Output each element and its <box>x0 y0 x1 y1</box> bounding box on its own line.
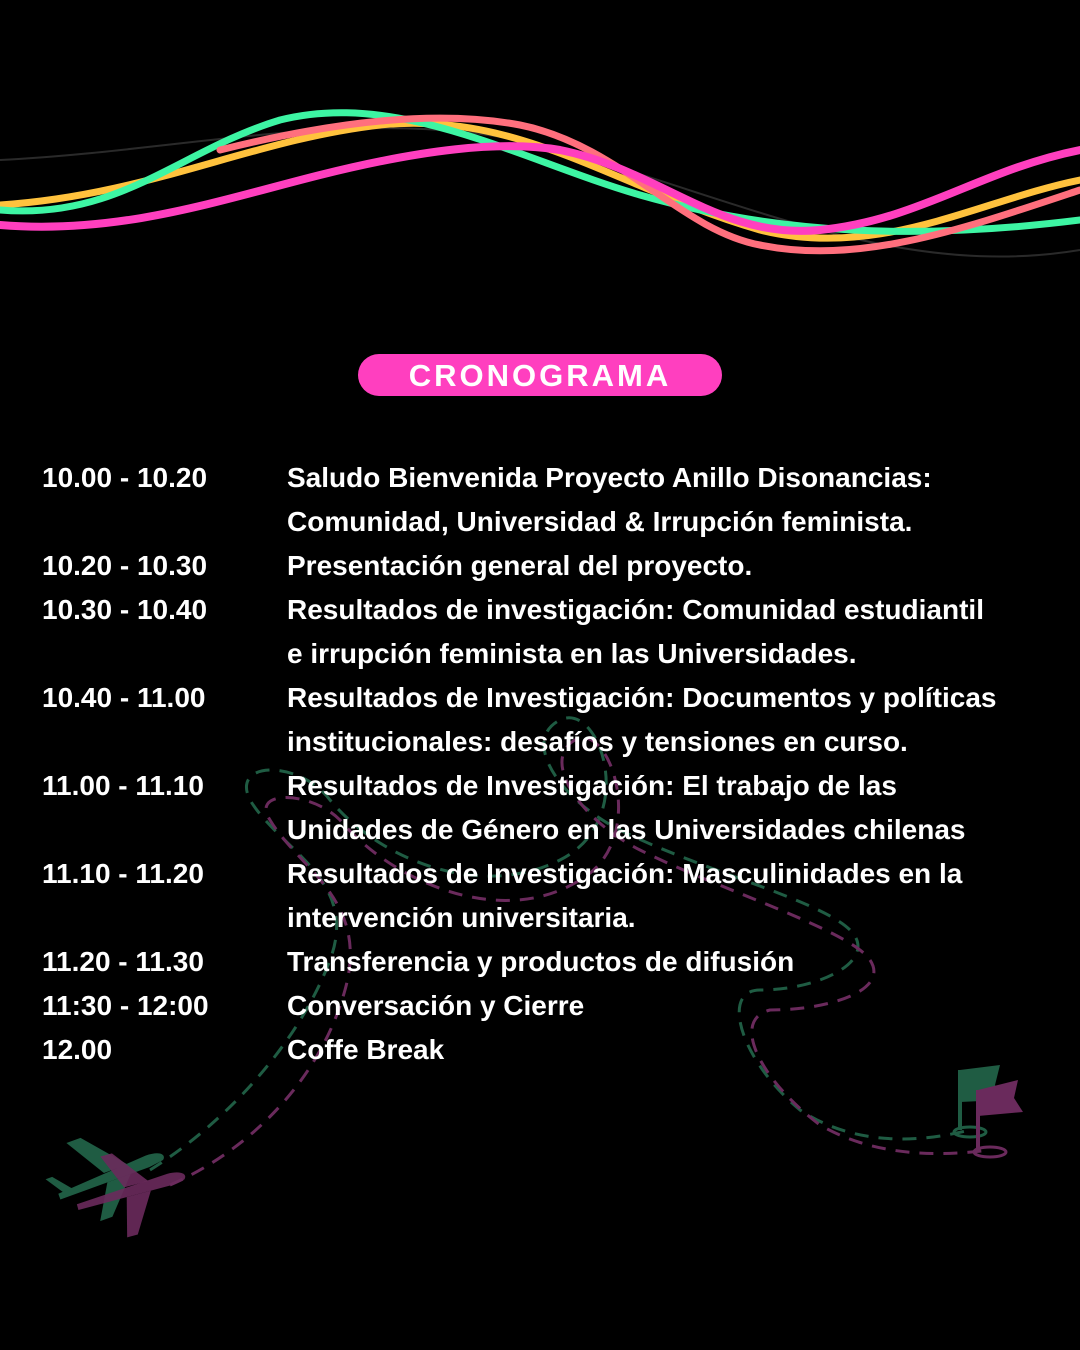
schedule-row <box>42 1028 1042 1072</box>
wave-lines-decoration <box>0 80 1080 300</box>
schedule-description-line: Comunidad, Universidad & Irrupción feminista. <box>287 506 913 537</box>
schedule-list <box>42 456 1042 1072</box>
flag-icon <box>954 1065 1002 1137</box>
schedule-description <box>287 764 1042 852</box>
schedule-description-line: Coffe Break <box>287 1034 445 1065</box>
schedule-row <box>42 676 1042 764</box>
schedule-description-line: Conversación y Cierre <box>287 990 585 1021</box>
title-badge <box>358 354 722 396</box>
schedule-description <box>287 852 1042 940</box>
schedule-time: 10.20 - 10.30 <box>42 550 208 581</box>
schedule-row <box>42 984 1042 1028</box>
schedule-description <box>287 456 1042 544</box>
schedule-time: 10.00 - 10.20 <box>42 462 208 493</box>
page-title: CRONOGRAMA <box>408 357 672 393</box>
schedule-description <box>287 676 1042 764</box>
schedule-row <box>42 456 1042 544</box>
airplane-icon <box>36 1113 177 1234</box>
schedule-description-line: intervención universitaria. <box>287 902 636 933</box>
schedule-time: 12.00 <box>42 1034 113 1065</box>
schedule-description-line: Resultados de Investigación: Masculinidades en la <box>287 858 963 889</box>
schedule-row <box>42 588 1042 676</box>
schedule-row <box>42 852 1042 940</box>
schedule-description <box>287 940 1042 984</box>
schedule-time: 11.10 - 11.20 <box>42 858 204 889</box>
schedule-time: 11:30 - 12:00 <box>42 990 209 1021</box>
schedule-time: 11.00 - 11.10 <box>42 770 204 801</box>
schedule-description-line: Unidades de Género en las Universidades chilenas <box>287 814 966 845</box>
schedule-time: 10.30 - 10.40 <box>42 594 208 625</box>
schedule-description <box>287 1028 1042 1072</box>
schedule-description <box>287 984 1042 1028</box>
schedule-description-line: Resultados de Investigación: Documentos y políticas <box>287 682 997 713</box>
airplane-icon-purple <box>67 1137 197 1248</box>
schedule-time: 11.20 - 11.30 <box>42 946 204 977</box>
schedule-description-line: Resultados de investigación: Comunidad estudiantil <box>287 594 984 625</box>
schedule-row <box>42 764 1042 852</box>
schedule-description-line: institucionales: desafíos y tensiones en curso. <box>287 726 908 757</box>
schedule-time: 10.40 - 11.00 <box>42 682 206 713</box>
schedule-description-line: Resultados de Investigación: El trabajo de las <box>287 770 897 801</box>
schedule-description-line: Transferencia y productos de difusión <box>287 946 795 977</box>
schedule-description-line: e irrupción feminista en las Universidades. <box>287 638 857 669</box>
flag-icon-purple <box>974 1080 1023 1157</box>
schedule-row <box>42 940 1042 984</box>
wave-yellow <box>0 123 1080 238</box>
schedule-description-line: Presentación general del proyecto. <box>287 550 753 581</box>
schedule-description <box>287 544 1042 588</box>
schedule-description <box>287 588 1042 676</box>
schedule-description-line: Saludo Bienvenida Proyecto Anillo Disonancias: <box>287 462 932 493</box>
schedule-row <box>42 544 1042 588</box>
